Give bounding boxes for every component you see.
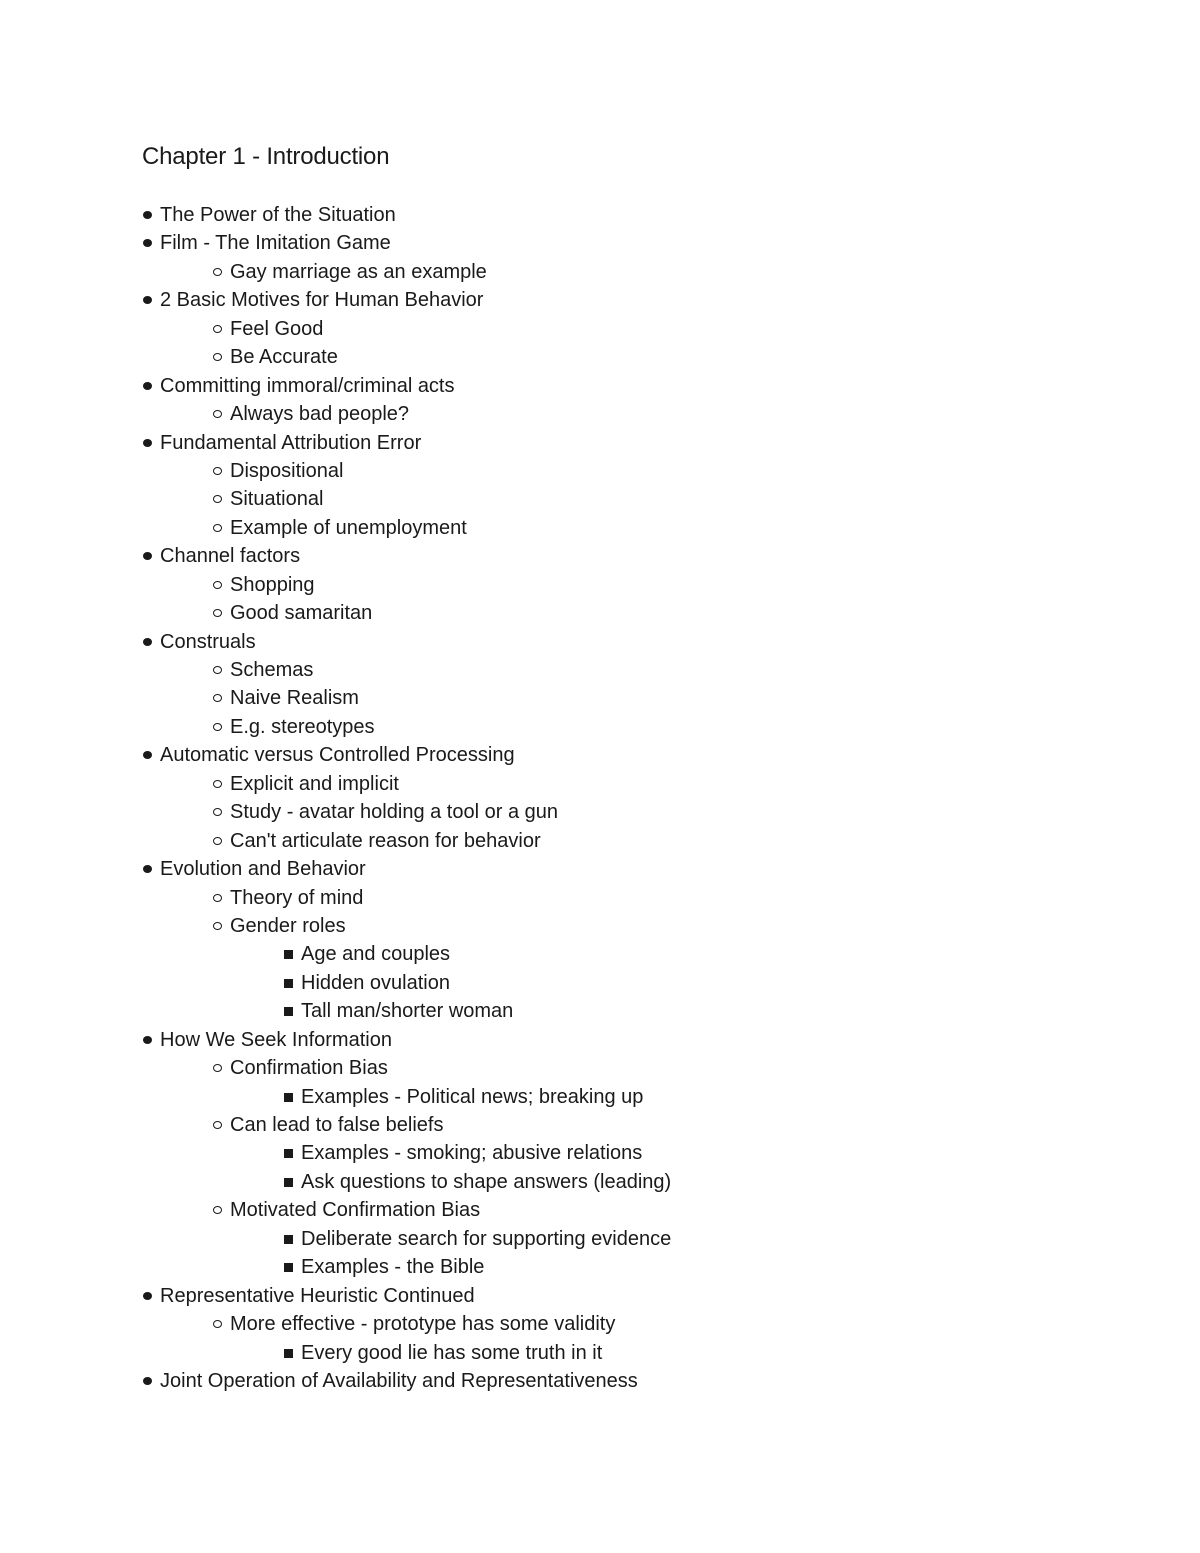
outline-item-text: Examples - the Bible xyxy=(301,1256,485,1279)
outline-item-level-1 xyxy=(0,741,1200,769)
outline-item-level-3 xyxy=(0,1253,1200,1281)
outline-item-level-2 xyxy=(0,571,1200,599)
outline-item-level-1 xyxy=(0,286,1200,314)
outline-item-level-3 xyxy=(0,1083,1200,1111)
bullet-disc-icon xyxy=(142,429,160,457)
outline-item-level-3 xyxy=(0,1339,1200,1367)
outline-item-text: Tall man/shorter woman xyxy=(301,1000,514,1023)
bullet-square-icon xyxy=(283,1225,301,1253)
outline-item-level-1 xyxy=(0,372,1200,400)
outline-item-text: Evolution and Behavior xyxy=(160,858,366,881)
bullet-circle-icon xyxy=(212,1196,230,1224)
outline-item-text: Representative Heuristic Continued xyxy=(160,1284,475,1307)
bullet-disc-icon xyxy=(142,1367,160,1395)
outline-item-level-1 xyxy=(0,1026,1200,1054)
outline-item-text: Can lead to false beliefs xyxy=(230,1114,444,1136)
bullet-circle-icon xyxy=(212,827,230,855)
outline-item-level-2 xyxy=(0,884,1200,912)
bullet-disc-icon xyxy=(142,855,160,883)
outline-item-level-2 xyxy=(0,258,1200,286)
outline-item-level-2 xyxy=(0,315,1200,343)
outline-item-text: Committing immoral/criminal acts xyxy=(160,374,455,397)
outline-item-text: Channel factors xyxy=(160,545,301,568)
bullet-square-icon xyxy=(283,1253,301,1281)
bullet-square-icon xyxy=(283,1083,301,1111)
outline-item-text: Automatic versus Controlled Processing xyxy=(160,744,515,767)
outline-item-text: How We Seek Information xyxy=(160,1028,392,1051)
outline-item-level-2 xyxy=(0,400,1200,428)
outline-item-level-1 xyxy=(0,542,1200,570)
outline-item-text: Schemas xyxy=(230,659,314,681)
outline-item-text: Feel Good xyxy=(230,317,324,340)
outline-item-text: Always bad people? xyxy=(230,403,410,426)
outline-item-level-2 xyxy=(0,1310,1200,1338)
outline-item-level-1 xyxy=(0,1367,1200,1395)
outline-item-level-3 xyxy=(0,997,1200,1025)
bullet-square-icon xyxy=(283,940,301,968)
outline-item-text: Situational xyxy=(230,488,324,511)
outline-item-level-3 xyxy=(0,940,1200,968)
outline-item-level-2 xyxy=(0,798,1200,826)
outline-item-text: Example of unemployment xyxy=(230,516,467,539)
bullet-circle-icon xyxy=(212,884,230,912)
outline-list xyxy=(0,201,1200,1395)
bullet-disc-icon xyxy=(142,628,160,656)
outline-item-text: Fundamental Attribution Error xyxy=(160,431,422,454)
bullet-circle-icon xyxy=(212,1054,230,1082)
outline-item-text: E.g. stereotypes xyxy=(230,715,375,738)
outline-item-level-2 xyxy=(0,912,1200,940)
outline-item-text: Can't articulate reason for behavior xyxy=(230,829,541,852)
bullet-square-icon xyxy=(283,1339,301,1367)
bullet-disc-icon xyxy=(142,286,160,314)
bullet-disc-icon xyxy=(142,372,160,400)
bullet-disc-icon xyxy=(142,741,160,769)
outline-item-level-2 xyxy=(0,770,1200,798)
outline-item-text: Be Accurate xyxy=(230,346,338,369)
outline-item-text: Shopping xyxy=(230,573,315,596)
outline-item-text: Good samaritan xyxy=(230,602,373,625)
outline-item-level-2 xyxy=(0,343,1200,371)
outline-item-text: Joint Operation of Availability and Representativeness xyxy=(160,1369,638,1392)
outline-item-level-1 xyxy=(0,229,1200,257)
outline-item-text: Film - The Imitation Game xyxy=(160,232,391,255)
outline-item-text: Motivated Confirmation Bias xyxy=(230,1199,481,1222)
outline-item-text: Study - avatar holding a tool or a gun xyxy=(230,801,558,824)
bullet-circle-icon xyxy=(212,798,230,826)
outline-item-level-2 xyxy=(0,713,1200,741)
bullet-square-icon xyxy=(283,997,301,1025)
bullet-circle-icon xyxy=(212,770,230,798)
outline-item-level-2 xyxy=(0,485,1200,513)
outline-item-level-2 xyxy=(0,827,1200,855)
bullet-circle-icon xyxy=(212,656,230,684)
bullet-circle-icon xyxy=(212,599,230,627)
outline-item-level-1 xyxy=(0,855,1200,883)
bullet-circle-icon xyxy=(212,1310,230,1338)
outline-item-text: Deliberate search for supporting evidence xyxy=(301,1227,672,1250)
outline-item-level-2 xyxy=(0,514,1200,542)
outline-item-level-2 xyxy=(0,1196,1200,1224)
outline-item-text: Gay marriage as an example xyxy=(230,260,487,283)
outline-item-text: Ask questions to shape answers (leading) xyxy=(301,1170,672,1193)
outline-item-text: Hidden ovulation xyxy=(301,971,450,994)
outline-item-text: Examples - smoking; abusive relations xyxy=(301,1142,643,1165)
outline-item-level-2 xyxy=(0,1111,1200,1139)
bullet-square-icon xyxy=(283,1168,301,1196)
bullet-circle-icon xyxy=(212,343,230,371)
bullet-circle-icon xyxy=(212,514,230,542)
outline-item-text: More effective - prototype has some validity xyxy=(230,1313,616,1336)
page-title: Chapter 1 - Introduction xyxy=(142,143,390,170)
bullet-circle-icon xyxy=(212,713,230,741)
outline-item-level-3 xyxy=(0,969,1200,997)
outline-item-level-3 xyxy=(0,1225,1200,1253)
bullet-circle-icon xyxy=(212,258,230,286)
bullet-circle-icon xyxy=(212,912,230,940)
bullet-circle-icon xyxy=(212,684,230,712)
bullet-disc-icon xyxy=(142,542,160,570)
outline-item-text: The Power of the Situation xyxy=(160,204,396,226)
bullet-circle-icon xyxy=(212,400,230,428)
bullet-square-icon xyxy=(283,969,301,997)
outline-item-text: Theory of mind xyxy=(230,886,364,909)
outline-item-level-1 xyxy=(0,628,1200,656)
bullet-square-icon xyxy=(283,1139,301,1167)
outline-item-text: Examples - Political news; breaking up xyxy=(301,1085,644,1108)
outline-item-text: 2 Basic Motives for Human Behavior xyxy=(160,289,484,312)
outline-item-level-2 xyxy=(0,457,1200,485)
outline-item-text: Confirmation Bias xyxy=(230,1057,388,1080)
outline-item-text: Gender roles xyxy=(230,914,346,937)
outline-item-text: Naive Realism xyxy=(230,687,359,710)
outline-item-level-2 xyxy=(0,599,1200,627)
outline-item-text: Every good lie has some truth in it xyxy=(301,1341,603,1364)
outline-item-level-2 xyxy=(0,656,1200,684)
outline-item-level-1 xyxy=(0,201,1200,229)
bullet-circle-icon xyxy=(212,315,230,343)
bullet-circle-icon xyxy=(212,1111,230,1139)
outline-item-level-1 xyxy=(0,429,1200,457)
bullet-disc-icon xyxy=(142,201,160,229)
bullet-circle-icon xyxy=(212,457,230,485)
outline-item-text: Age and couples xyxy=(301,943,451,966)
outline-item-level-2 xyxy=(0,1054,1200,1082)
bullet-disc-icon xyxy=(142,229,160,257)
outline-item-level-2 xyxy=(0,684,1200,712)
outline-item-level-3 xyxy=(0,1168,1200,1196)
bullet-disc-icon xyxy=(142,1282,160,1310)
outline-item-text: Construals xyxy=(160,630,256,653)
outline-item-level-3 xyxy=(0,1139,1200,1167)
bullet-disc-icon xyxy=(142,1026,160,1054)
bullet-circle-icon xyxy=(212,571,230,599)
bullet-circle-icon xyxy=(212,485,230,513)
outline-item-text: Explicit and implicit xyxy=(230,772,399,795)
outline-item-level-1 xyxy=(0,1282,1200,1310)
outline-item-text: Dispositional xyxy=(230,459,344,482)
